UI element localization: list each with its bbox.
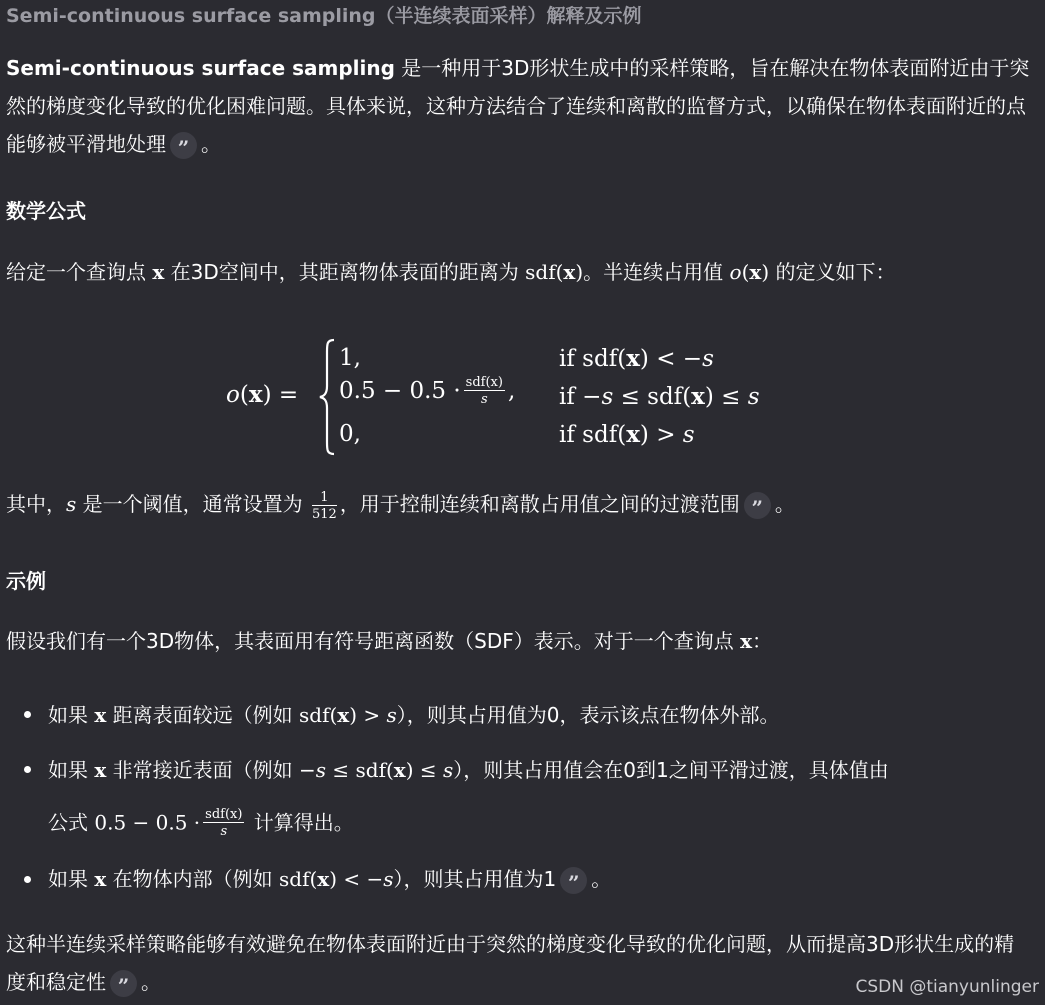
- b2-text-1: 如果: [48, 758, 95, 782]
- conclusion-end: 。: [141, 970, 161, 994]
- b3-sdf: sdf(: [279, 867, 318, 891]
- formula-lhs: [226, 381, 298, 408]
- example-intro-x: x: [740, 629, 753, 653]
- math-sdf: sdf(: [525, 260, 564, 284]
- case-3-rest: ) >: [639, 422, 683, 448]
- bullet-dot: [24, 711, 31, 718]
- watermark: CSDN @tianyunlinger: [855, 977, 1039, 997]
- math-o-close: ): [761, 260, 770, 284]
- b3-text-3: ），则其占用值为1: [393, 867, 557, 891]
- example-intro: [6, 622, 1031, 660]
- case-2-s2: s: [747, 384, 760, 410]
- list-item: [48, 864, 611, 894]
- bullet-dot: [24, 876, 31, 883]
- b1-x: x: [94, 703, 107, 727]
- case-2-num: sdf(x): [465, 375, 503, 390]
- math-var-o: o: [729, 260, 742, 284]
- threshold-text-2: 是一个阈值，通常设置为: [76, 492, 309, 516]
- threshold-text-3: ，用于控制连续和离散占用值之间的过渡范围: [339, 492, 740, 516]
- math-intro-text-1: 给定一个查询点: [6, 260, 153, 284]
- list-item-continuation: [48, 806, 354, 838]
- case-2-fraction: [464, 376, 505, 406]
- quote-icon[interactable]: ”: [744, 492, 771, 519]
- formula-lhs-open: (: [239, 382, 249, 408]
- b3-text-1: 如果: [48, 867, 95, 891]
- page-title: Semi-continuous surface sampling（半连续表面采样）解释及示例: [6, 5, 642, 27]
- case-1-s: s: [702, 346, 714, 372]
- math-o-x: x: [749, 260, 762, 284]
- math-intro-text-4: 的定义如下：: [769, 260, 896, 284]
- case-3-cond-text: if sdf(: [559, 422, 627, 448]
- case-1-cond-text: if sdf(: [559, 346, 627, 372]
- b2-num: sdf(x): [205, 806, 243, 822]
- b2-text-3: ），则其占用值会在0到1之间平滑过渡，具体值由: [453, 758, 889, 782]
- threshold-end: 。: [774, 492, 795, 516]
- b2-s2: s: [443, 758, 454, 782]
- case-3-condition: [559, 421, 695, 448]
- b1-text-2: 距离表面较远（例如: [106, 703, 300, 727]
- bullet-dot: [24, 766, 31, 773]
- quote-icon[interactable]: ”: [560, 867, 587, 894]
- case-1-condition: [559, 345, 714, 372]
- case-2-den: s: [480, 392, 488, 407]
- b2-line2-text-2: 计算得出。: [247, 810, 354, 835]
- example-heading: 示例: [6, 569, 46, 593]
- case-3-value: 0,: [339, 421, 361, 447]
- b3-text-2: 在物体内部（例如: [106, 867, 280, 891]
- b2-rest: ) ≤: [405, 758, 444, 782]
- quote-icon[interactable]: ”: [170, 132, 197, 159]
- intro-end: 。: [201, 132, 221, 156]
- threshold-paragraph: [6, 485, 1031, 523]
- intro-term: Semi-continuous surface sampling: [6, 56, 395, 80]
- case-2-s1: s: [601, 384, 614, 410]
- math-intro-text-3: 。半连续占用值: [583, 260, 730, 284]
- b3-x: x: [94, 867, 107, 891]
- b1-s: s: [386, 703, 397, 727]
- formula-lhs-x: x: [248, 381, 263, 408]
- case-2-x: x: [691, 383, 705, 410]
- b2-x: x: [94, 758, 107, 782]
- b1-sdf-x: x: [337, 703, 350, 727]
- b2-mid: ≤ sdf(: [326, 758, 394, 782]
- example-intro-text-1: 假设我们有一个3D物体，其表面用有符号距离函数（SDF）表示。对于一个查询点: [6, 629, 741, 653]
- list-item: [48, 700, 780, 730]
- formula-lhs-o: o: [226, 382, 240, 408]
- threshold-fraction: [312, 491, 337, 521]
- case-2-cond-3: ) ≤: [704, 384, 748, 410]
- case-3-s: s: [682, 422, 695, 448]
- case-2-value: [339, 376, 515, 406]
- math-intro: [6, 253, 1031, 291]
- b1-text-3: ），则其占用值为0，表示该点在物体外部。: [396, 703, 780, 727]
- b2-text-2: 非常接近表面（例如 −: [106, 758, 316, 782]
- case-1-value: 1,: [339, 345, 361, 371]
- math-heading: 数学公式: [6, 199, 86, 223]
- case-2-val-text: 0.5 − 0.5 ·: [339, 378, 461, 404]
- b1-sdf: sdf(: [299, 703, 338, 727]
- case-2-cond-2: ≤ sdf(: [613, 384, 692, 410]
- math-o-open: (: [741, 260, 750, 284]
- case-2-condition: [559, 383, 760, 410]
- left-brace-icon: [318, 338, 338, 456]
- case-2-comma: ,: [507, 378, 516, 404]
- intro-text: 是一种用于3D形状生成中的采样策略，旨在解决在物体表面附近由于突然的梯度变化导致的优化困难问题。具体来说，这种方法结合了连续和离散的监督方式，以确保在物体表面附近的点能够被平滑地处理: [6, 56, 1030, 156]
- b2-sdf-x: x: [393, 758, 406, 782]
- b1-rest: ) >: [349, 703, 387, 727]
- b3-s: s: [383, 867, 394, 891]
- list-item: [48, 755, 889, 785]
- math-sdf-x: x: [563, 260, 576, 284]
- b2-s1: s: [315, 758, 327, 782]
- math-sdf-close: ): [575, 260, 584, 284]
- b2-line2-text-1: 公式: [48, 810, 95, 835]
- threshold-text-1: 其中，: [6, 492, 66, 516]
- case-2-cond-1: if −: [559, 384, 602, 410]
- b1-text-1: 如果: [48, 703, 95, 727]
- intro-paragraph: [6, 49, 1031, 163]
- case-1-rest: ) < −: [639, 346, 703, 372]
- b3-sdf-x: x: [317, 867, 330, 891]
- threshold-den: 512: [311, 506, 337, 522]
- threshold-num: 1: [312, 491, 337, 506]
- b2-den: s: [220, 823, 228, 839]
- formula-lhs-close: ) =: [262, 382, 299, 408]
- case-1-x: x: [626, 345, 640, 372]
- conclusion-text: 这种半连续采样策略能够有效避免在物体表面附近由于突然的梯度变化导致的优化问题，从而提高3D形状生成的精度和稳定性: [6, 932, 1015, 994]
- math-var-x: x: [152, 260, 165, 284]
- threshold-s: s: [66, 492, 77, 516]
- case-3-x: x: [626, 421, 640, 448]
- example-intro-text-2: ：: [752, 629, 773, 653]
- quote-icon[interactable]: ”: [110, 970, 137, 997]
- math-intro-text-2: 在3D空间中，其距离物体表面的距离为: [164, 260, 526, 284]
- b2-line2-formula: 0.5 − 0.5 ·: [94, 810, 201, 835]
- b3-rest: ) < −: [329, 867, 384, 891]
- b3-end: 。: [591, 867, 612, 891]
- b2-fraction: [203, 808, 244, 838]
